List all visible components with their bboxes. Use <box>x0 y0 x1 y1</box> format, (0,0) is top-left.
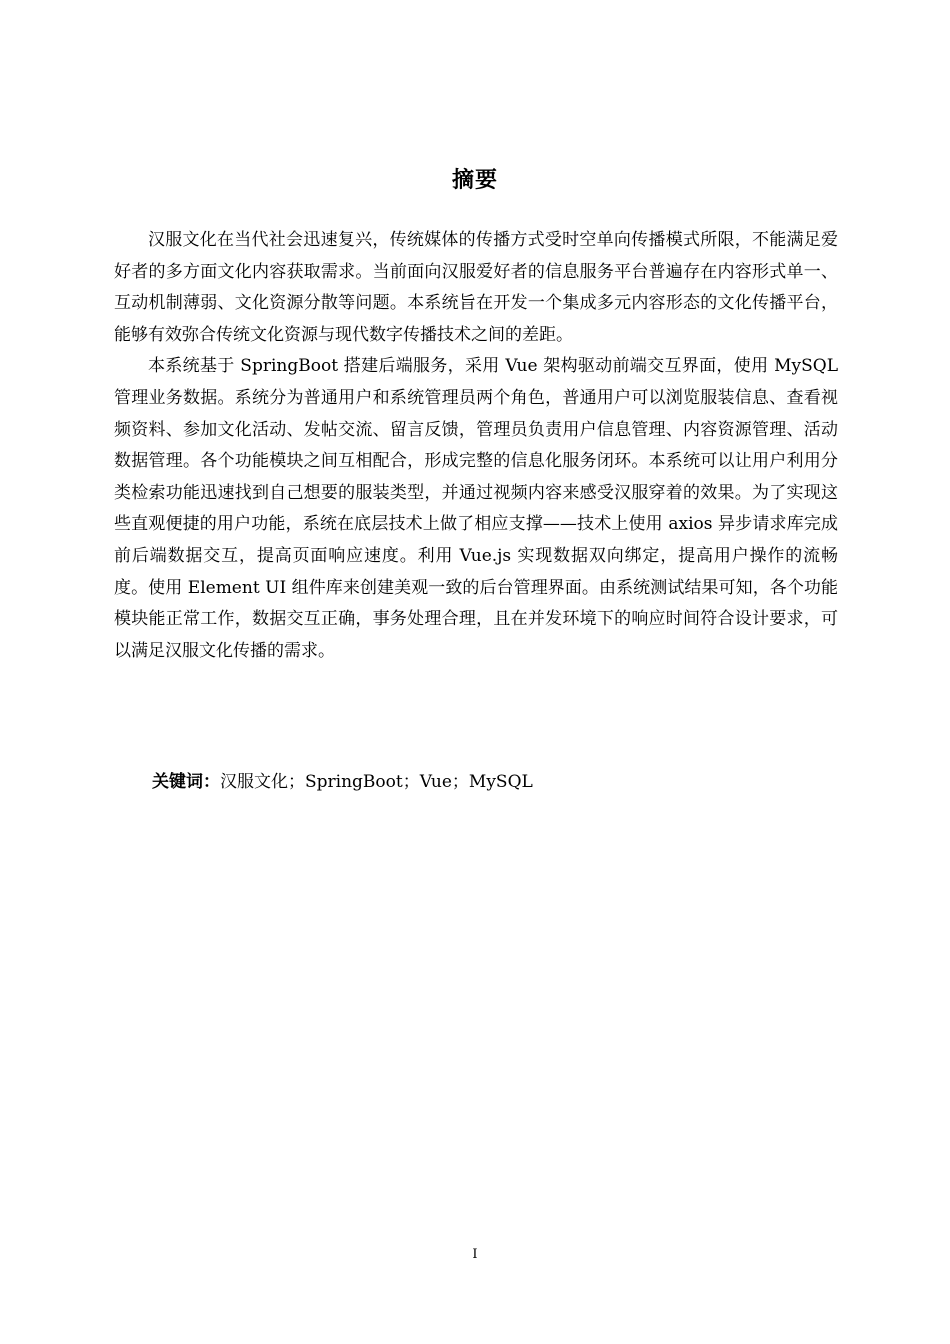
keywords-label: 关键词： <box>152 772 220 792</box>
abstract-body <box>114 225 838 667</box>
keywords-value: 汉服文化；SpringBoot；Vue；MySQL <box>220 772 533 792</box>
abstract-paragraph-2: 本系统基于 SpringBoot 搭建后端服务，采用 Vue 架构驱动前端交互界面，使用 MySQL 管理业务数据。系统分为普通用户和系统管理员两个角色，普通用户可以浏览服装信息、查看视频资料、参加文化活动、发帖交流、留言反馈，管理员负责用户信息管理、内容资源管理、活动数据管理。各个功能模块之间互相配合，形成完整的信息化服务闭环。本系统可以让用户利用分类检索功能迅速找到自己想要的服装类型，并通过视频内容来感受汉服穿着的效果。为了实现这些直观便捷的用户功能，系统在底层技术上做了相应支撑——技术上使用 axios 异步请求库完成前后端数据交互，提高页面响应速度。利用 Vue.js 实现数据双向绑定，提高用户操作的流畅度。使用 Element UI 组件库来创建美观一致的后台管理界面。由系统测试结果可知，各个功能模块能正常工作，数据交互正确，事务处理合理，且在并发环境下的响应时间符合设计要求，可以满足汉服文化传播的需求。 <box>114 356 838 661</box>
keywords-line <box>152 767 533 797</box>
abstract-paragraph-1: 汉服文化在当代社会迅速复兴，传统媒体的传播方式受时空单向传播模式所限，不能满足爱好者的多方面文化内容获取需求。当前面向汉服爱好者的信息服务平台普遍存在内容形式单一、互动机制薄弱、文化资源分散等问题。本系统旨在开发一个集成多元内容形态的文化传播平台，能够有效弥合传统文化资源与现代数字传播技术之间的差距。 <box>114 230 838 345</box>
page-number: I <box>472 1247 478 1262</box>
page-title: 摘要 <box>451 168 498 193</box>
